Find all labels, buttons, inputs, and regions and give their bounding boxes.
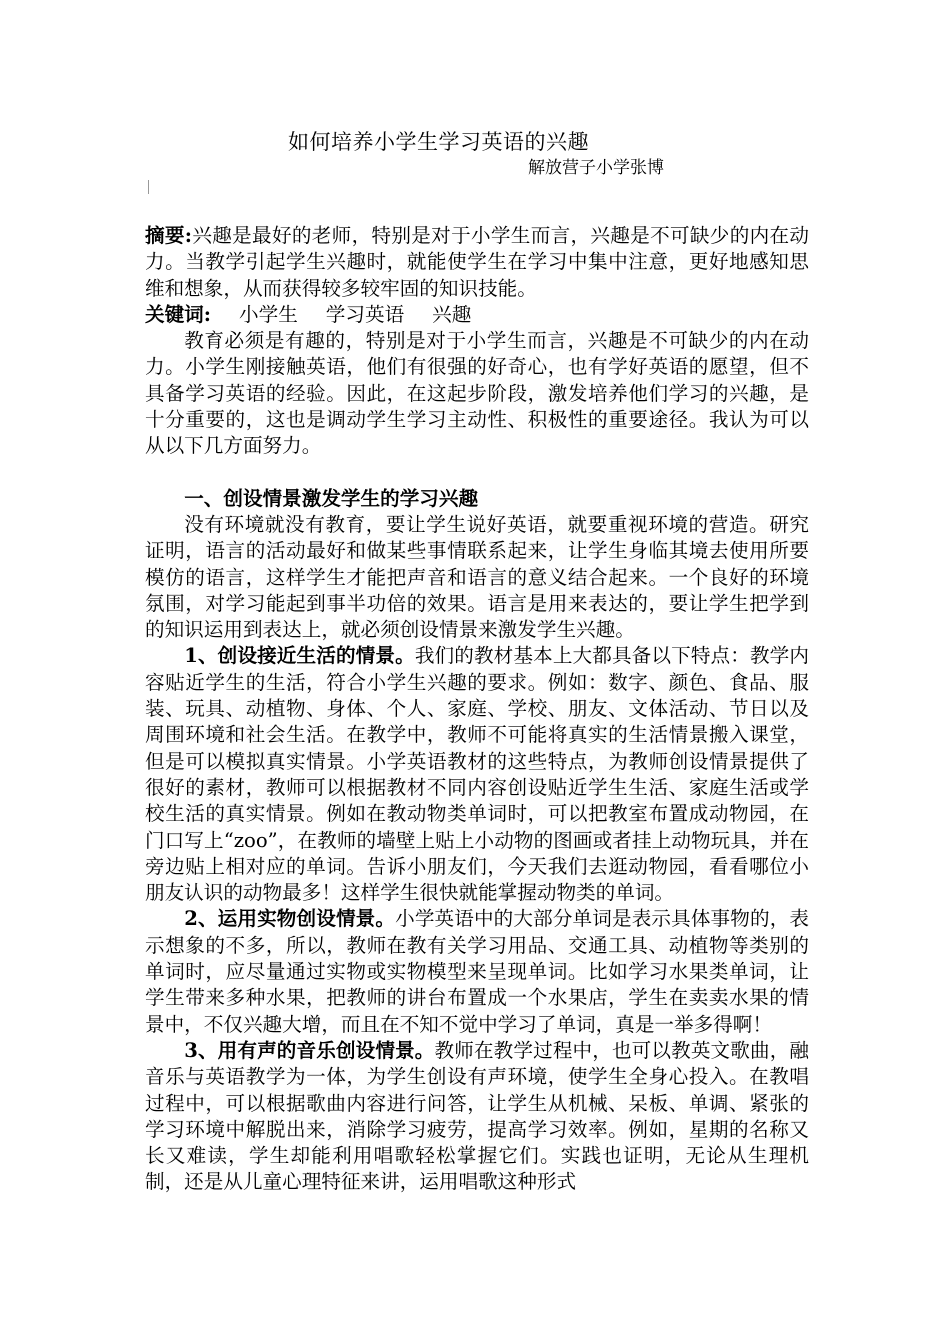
abstract-label: 摘要: xyxy=(145,224,193,247)
author-line: 解放营子小学张博 xyxy=(528,158,664,178)
section-paragraph: 没有环境就没有教育，要让学生说好英语，就要重视环境的营造。研究证明，语言的活动最好和做某些事情联系起来，让学生身临其境去使用所要模仿的语言，这样学生才能把声音和语言的意义结合起来。一个良好的环境氛围，对学习能起到事半功倍的效果。语言是用来表达的，要让学生把学到的知识运用到表达上，就必须创设情景来激发学生兴趣。 xyxy=(145,512,809,642)
keyword-item: 学习英语 xyxy=(325,302,405,326)
text-cursor-mark xyxy=(148,180,149,194)
point-text: 我们的教材基本上大都具备以下特点：教学内容贴近学生的生活，符合小学生兴趣的要求。例如：数字、颜色、食品、服装、玩具、动植物、身体、个人、家庭、学校、朋友、文体活动、节日以及周围环境和社会生活。在教学中，教师不可能将真实的生活情景搬入课堂，但是可以模拟真实情景。小学英语教材的这些特点，为教师创设情景提供了很好的素材，教师可以根据教材不同内容创设贴近学生生活、家庭生活或学校生活的真实情景。例如在教动物类单词时，可以把教室布置成动物园，在门口写上“zoo”，在教师的墙壁上贴上小动物的图画或者挂上动物玩具，并在旁边贴上相对应的单词。告诉小朋友们，今天我们去逛动物园，看看哪位小朋友认识的动物最多！这样学生很快就能掌握动物类的单词。 xyxy=(145,644,809,905)
section-heading: 一、创设情景激发学生的学习兴趣 xyxy=(184,486,479,510)
keyword-item: 小学生 xyxy=(239,302,298,326)
point-paragraph xyxy=(145,906,809,1037)
point-paragraph xyxy=(145,1038,809,1196)
keywords-label: 关键词: xyxy=(145,302,212,326)
point-text: 小学英语中的大部分单词是表示具体事物的，表示想象的不多，所以，教师在教有关学习用品、交通工具、动植物等类别的单词时，应尽量通过实物或实物模型来呈现单词。比如学习水果类单词，让学生带来多种水果，把教师的讲台布置成一个水果店，学生在卖卖水果的情景中，不仅兴趣大增，而且在不知不觉中学习了单词，真是一举多得啊！ xyxy=(145,907,810,1036)
document-body xyxy=(145,223,809,1196)
point-lead: 1、创设接近生活的情景。 xyxy=(184,644,415,668)
point-lead: 3、用有声的音乐创设情景。 xyxy=(184,1038,435,1062)
point-lead: 2、运用实物创设情景。 xyxy=(184,907,396,931)
keywords-line xyxy=(145,302,809,328)
abstract-paragraph xyxy=(145,223,809,302)
document-title: 如何培养小学生学习英语的兴趣 xyxy=(288,130,589,154)
keyword-item: 兴趣 xyxy=(432,302,472,326)
abstract-text: 兴趣是最好的老师，特别是对于小学生而言，兴趣是不可缺少的内在动力。当教学引起学生兴趣时，就能使学生在学习中集中注意，更好地感知思维和想象，从而获得较多较牢固的知识技能。 xyxy=(145,224,810,300)
intro-paragraph: 教育必须是有趣的，特别是对于小学生而言，兴趣是不可缺少的内在动力。小学生刚接触英语，他们有很强的好奇心，也有学好英语的愿望，但不具备学习英语的经验。因此，在这起步阶段，激发培养他们学习的兴趣，是十分重要的，这也是调动学生学习主动性、积极性的重要途径。我认为可以从以下几方面努力。 xyxy=(145,329,809,458)
point-paragraph xyxy=(145,643,809,906)
point-text: 教师在教学过程中，也可以教英文歌曲，融音乐与英语教学为一体，为学生创设有声环境，使学生全身心投入。在教唱过程中，可以根据歌曲内容进行问答，让学生从机械、呆板、单调、紧张的学习环境中解脱出来，消除学习疲劳，提高学习效率。例如，星期的名称又长又难读，学生却能利用唱歌轻松掌握它们。实践也证明，无论从生理机制，还是从儿童心理特征来讲，运用唱歌这种形式 xyxy=(145,1038,809,1194)
